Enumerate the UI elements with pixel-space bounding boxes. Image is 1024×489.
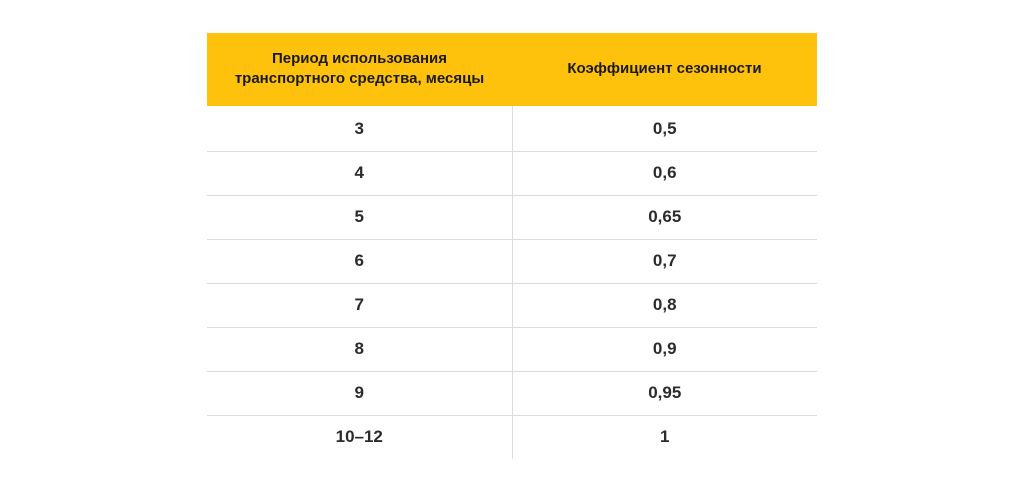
table-header: [207, 33, 817, 106]
column-header-period-line1: Период использования: [272, 50, 447, 67]
column-header-coefficient: Коэффициент сезонности: [512, 33, 817, 106]
cell-coefficient: 0,8: [512, 283, 817, 327]
column-header-period: [207, 33, 512, 106]
cell-coefficient: 0,9: [512, 327, 817, 371]
cell-period: 10–12: [207, 415, 512, 459]
table-body: [207, 106, 817, 459]
cell-coefficient: 1: [660, 427, 670, 446]
cell-period: 4: [207, 151, 512, 195]
cell-period: 3: [207, 106, 512, 152]
table-header-row: [207, 33, 817, 106]
table-row: [207, 106, 817, 152]
table-row: [207, 327, 817, 371]
cell-period: 5: [207, 195, 512, 239]
cell-coefficient: 0,65: [512, 195, 817, 239]
cell-coefficient: 0,6: [512, 151, 817, 195]
cell-period: 6: [207, 239, 512, 283]
column-header-period-line2: транспортного средства, месяцы: [234, 70, 485, 88]
table-row: [207, 415, 817, 459]
cell-period: 7: [207, 283, 512, 327]
table-row: [207, 239, 817, 283]
cell-coefficient: 0,5: [512, 106, 817, 152]
table-row: [207, 151, 817, 195]
table-row: [207, 195, 817, 239]
cell-period: 9: [207, 371, 512, 415]
cell-coefficient: 0,7: [512, 239, 817, 283]
seasonality-table-wrapper: [207, 33, 817, 459]
table-row: [207, 371, 817, 415]
table-row: [207, 283, 817, 327]
seasonality-table: [207, 33, 817, 459]
cell-period: 8: [207, 327, 512, 371]
cell-coefficient: 0,95: [512, 371, 817, 415]
